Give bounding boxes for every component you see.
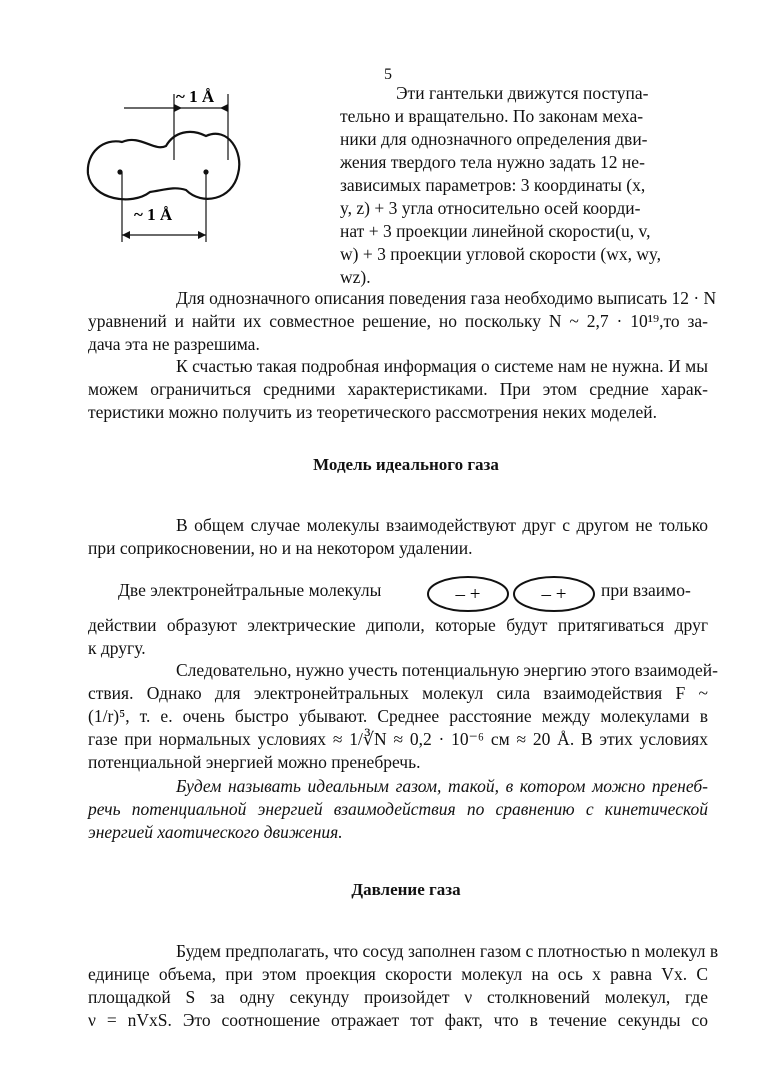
- paragraph-ideal-gas-definition: [88, 775, 708, 844]
- text-line: ствия. Однако для электронейтральных молекул сила взаимодействия F ~: [88, 683, 708, 703]
- molecule-charges-1: – +: [455, 584, 481, 605]
- intro-line: зависимых параметров: 3 координаты (x,: [340, 175, 646, 195]
- text-line: Следовательно, нужно учесть потенциальную энергию этого взаимодей-: [176, 660, 718, 680]
- text-line: к другу.: [88, 638, 146, 658]
- text-line: К счастью такая подробная информация о системе нам не нужна. И мы: [176, 356, 708, 376]
- paragraph-gas-pressure: [88, 940, 719, 1032]
- intro-line: y, z) + 3 угла относительно осей коорди-: [340, 198, 641, 218]
- top-dimension-label: ~ 1 Å: [176, 87, 215, 106]
- intro-line: wz).: [340, 267, 371, 287]
- text-line: единице объема, при этом проекция скорости молекул на ось x равна Vx. С: [88, 964, 708, 984]
- heading-ideal-gas-model: Модель идеального газа: [313, 455, 499, 474]
- text-line: площадкой S за одну секунду произойдет ν столкновений молекул, где: [88, 987, 708, 1007]
- intro-line: Эти гантельки движутся поступа-: [396, 83, 649, 103]
- intro-paragraph: [340, 82, 710, 289]
- dipole-molecules: [426, 574, 598, 614]
- dipole-text-after: при взаимо-: [601, 580, 691, 600]
- text-line: энергией хаотического движения.: [88, 822, 343, 842]
- paragraph-potential-energy: [88, 659, 718, 774]
- intro-line: ники для однозначного определения дви-: [340, 129, 648, 149]
- top-arrow-left: [220, 104, 228, 112]
- paragraph-interaction: [88, 514, 708, 560]
- dipole-line: [104, 574, 708, 614]
- dumbbell-molecule-figure: [78, 80, 278, 250]
- intro-line: нат + 3 проекции линейной скорости(u, v,: [340, 221, 651, 241]
- text-line: потенциальной энергией можно пренебречь.: [88, 752, 421, 772]
- paragraph-averages: [88, 355, 708, 424]
- paragraph-equations: [88, 287, 717, 356]
- molecule-charges-2: – +: [541, 584, 567, 605]
- text-line: Будем называть идеальным газом, такой, в котором можно пренеб-: [176, 776, 708, 796]
- intro-line: тельно и вращательно. По законам меха-: [340, 106, 644, 126]
- text-line: действии образуют электрические диполи, которые будут притягиваться друг: [88, 615, 708, 635]
- paragraph-dipoles: [88, 614, 708, 660]
- text-line: Для однозначного описания поведения газа необходимо выписать 12 · N: [176, 288, 717, 308]
- text-line: уравнений и найти их совместное решение, но поскольку N ~ 2,7 · 10¹⁹,то за-: [88, 311, 708, 331]
- text-line: (1/r)⁵, т. е. очень быстро убывают. Среднее расстояние между молекулами в: [88, 706, 708, 726]
- text-line: при соприкосновении, но и на некотором удалении.: [88, 538, 473, 558]
- text-line: речь потенциальной энергией взаимодействия по сравнению с кинетической: [88, 799, 708, 819]
- text-line: ν = nVxS. Это соотношение отражает тот факт, что в течение секунды со: [88, 1010, 708, 1030]
- text-line: газе при нормальных условиях ≈ 1/∛N ≈ 0,2 · 10⁻⁶ см ≈ 20 Å. В этих условиях: [88, 729, 708, 749]
- text-line: можем ограничиться средними характеристиками. При этом средние харак-: [88, 379, 708, 399]
- text-line: дача эта не разрешима.: [88, 334, 260, 354]
- text-line: теристики можно получить из теоретического рассмотрения неких моделей.: [88, 402, 657, 422]
- intro-line: жения твердого тела нужно задать 12 не-: [340, 152, 645, 172]
- heading-gas-pressure: Давление газа: [351, 880, 461, 899]
- dipole-text-before: Две электронейтральные молекулы: [118, 580, 382, 600]
- text-line: В общем случае молекулы взаимодействуют друг с другом не только: [176, 515, 708, 535]
- page-number: 5: [384, 66, 392, 83]
- text-line: Будем предполагать, что сосуд заполнен газом с плотностью n молекул в: [176, 941, 719, 961]
- bottom-dimension-label: ~ 1 Å: [134, 205, 173, 224]
- dumbbell-outline: [88, 132, 239, 199]
- intro-line: w) + 3 проекции угловой скорости (wx, wy,: [340, 244, 661, 264]
